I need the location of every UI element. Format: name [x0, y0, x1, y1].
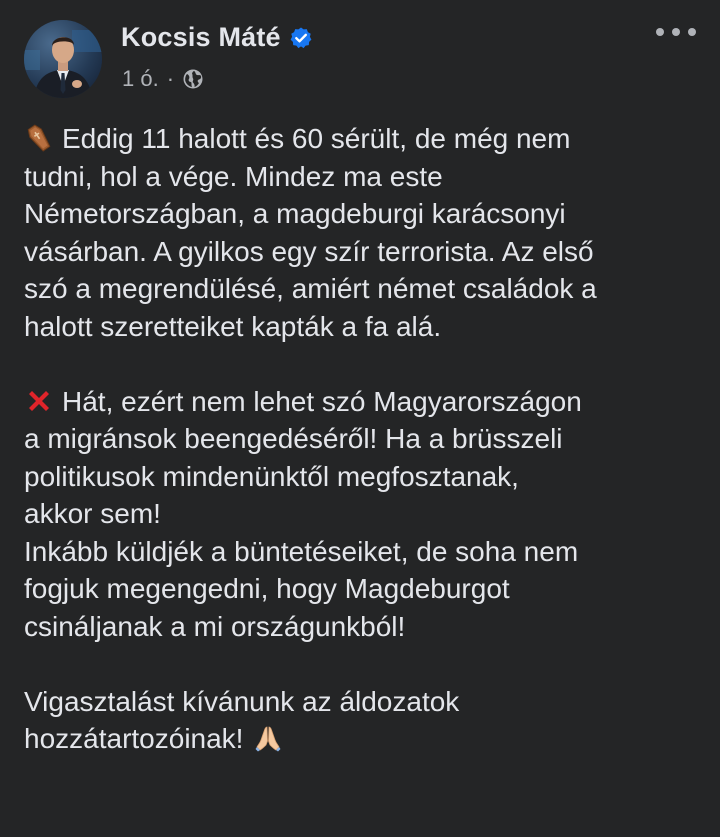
post-body	[24, 120, 700, 758]
post-line: tudni, hol a vége. Mindez ma este	[24, 160, 443, 192]
post-timestamp[interactable]: 1 ó.	[122, 66, 159, 91]
red-x-icon	[24, 386, 54, 416]
post-line: a migránsok beengedéséről! Ha a brüsszeli	[24, 423, 563, 454]
post-line: Hát, ezért nem lehet szó Magyarországon	[62, 385, 582, 417]
post-line: halott szeretteiket kapták a fa alá.	[24, 310, 442, 342]
more-dot	[688, 28, 696, 36]
post-line: Németországban, a magdeburgi karácsonyi	[24, 198, 566, 229]
paragraph-gap	[24, 645, 700, 683]
post-line: vásárban. A gyilkos egy szír terrorista. Az első	[24, 235, 594, 267]
avatar-portrait-icon	[24, 20, 102, 98]
post-line: Eddig 11 halott és 60 sérült, de még nem	[62, 123, 571, 154]
more-options-button[interactable]	[656, 20, 696, 44]
author-avatar[interactable]	[24, 20, 102, 98]
post-line: Vigasztalást kívánunk az áldozatok	[24, 685, 460, 717]
paragraph-gap	[24, 345, 700, 383]
author-line	[121, 22, 313, 53]
post-paragraph	[24, 120, 700, 345]
author-name[interactable]: Kocsis Máté	[121, 22, 281, 52]
post-line: szó a megrendülésé, amiért német családok a	[24, 273, 597, 304]
folded-hands-icon	[253, 723, 283, 753]
post-paragraph	[24, 683, 700, 758]
post-line: Inkább küldjék a büntetéseiket, de soha nem	[24, 535, 579, 567]
post-header	[24, 20, 696, 100]
post-line: politikusok mindenünktől megfosztanak,	[24, 460, 519, 492]
post-paragraph	[24, 383, 700, 646]
meta-separator: ·	[166, 66, 175, 91]
coffin-icon	[24, 123, 54, 153]
post-meta	[122, 66, 204, 92]
post-line: fogjuk megengedni, hogy Magdeburgot	[24, 573, 510, 604]
more-dot	[672, 28, 680, 36]
post-line: akkor sem!	[24, 498, 161, 529]
globe-icon[interactable]	[182, 68, 204, 90]
post-line: csináljanak a mi országunkból!	[24, 610, 406, 642]
verified-badge-icon	[289, 26, 313, 50]
more-dot	[656, 28, 664, 36]
post-line: hozzátartozóinak!	[24, 723, 244, 754]
